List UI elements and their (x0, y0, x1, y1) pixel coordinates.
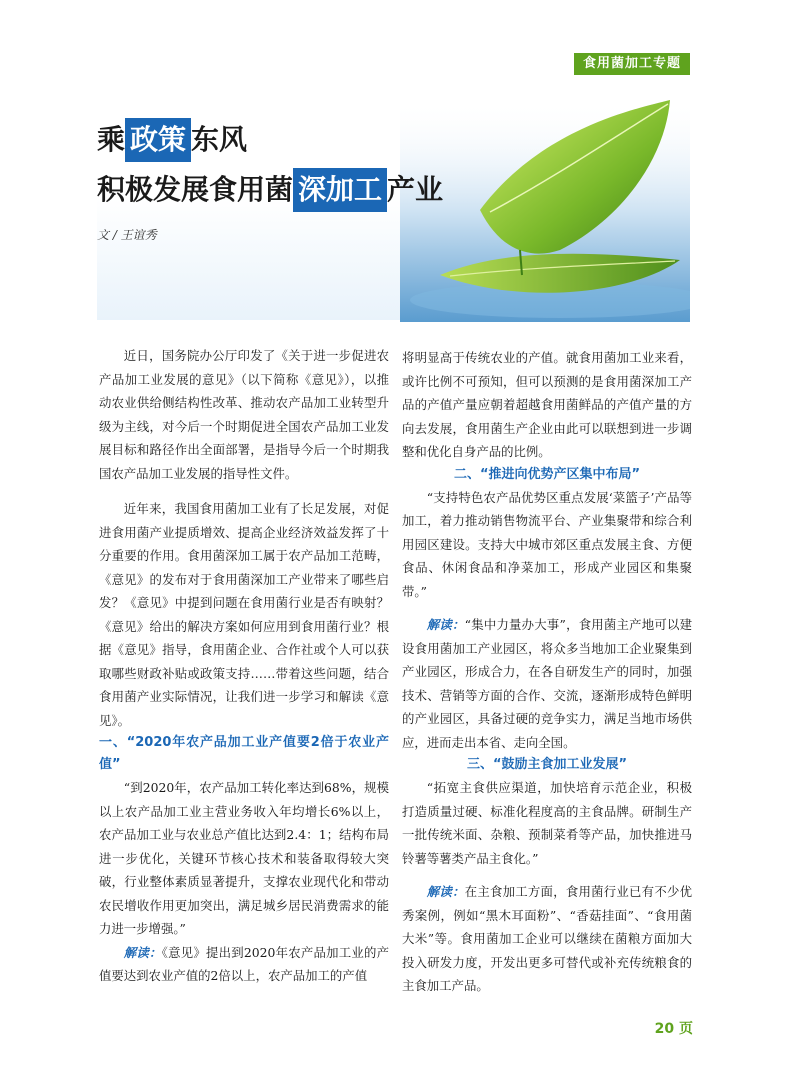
right-column (402, 346, 692, 998)
title-2-post: 产业 (387, 173, 444, 206)
leaf-boat-illustration (400, 100, 690, 322)
article-title-line-2 (97, 168, 443, 212)
interpretation-text: 在主食加工方面，食用菌行业已有不少优秀案例，例如“黑木耳面粉”、“香菇挂面”、“食用菌大米”等。食用菌加工企业可以继续在菌粮方面加大投入研发力度，开发出更多可替代或补充传统粮食的主食加工产品。 (402, 884, 692, 993)
left-column (99, 344, 389, 988)
paragraph: 将明显高于传统农业的产值。就食用菌加工业来看，或许比例不可预知，但可以预测的是食用菌深加工产品的产值产量应朝着超越食用菌鲜品的产值产量的方向去发展，食用菌生产企业由此可以联想到进一步调整和优化自身产品的比例。 (402, 350, 692, 459)
interpretation-label: 解读： (426, 884, 465, 899)
title-1-post: 东风 (191, 123, 248, 156)
title-1-pre: 乘 (97, 123, 126, 156)
interpretation-paragraph (402, 613, 692, 754)
interpretation-paragraph (402, 880, 692, 998)
author-byline: 文 / 王谊秀 (97, 228, 157, 242)
section-heading: 三、“鼓励主食加工业发展” (466, 757, 628, 772)
paragraph: 近日，国务院办公厅印发了《关于进一步促进农产品加工业发展的意见》（以下简称《意见》），以推动农业供给侧结构性改革、推动农产品加工业转型升级为主线，对今后一个时期促进全国农产品加工业发展目标和路径作出全面部署，是指导今后一个时期我国农产品加工业发展的指导性文件。 (99, 348, 389, 481)
page-number: 20 页 (654, 1021, 693, 1037)
title-2-pre: 积极发展食用菌 (97, 173, 294, 206)
interpretation-label: 解读： (426, 617, 465, 632)
title-1-highlight: 政策 (125, 118, 191, 162)
article-title-line-1 (97, 118, 247, 162)
section-tag: 食用菌加工专题 (574, 53, 690, 75)
section-heading: 二、“推进向优势产区集中布局” (453, 466, 641, 482)
paragraph: 近年来，我国食用菌加工业有了长足发展，对促进食用菌产业提质增效、提高企业经济效益发挥了十分重要的作用。食用菌深加工属于农产品加工范畴，《意见》的发布对于食用菌深加工产业带来了哪些启发？《意见》中提到问题在食用菌行业是否有映射？《意见》给出的解决方案如何应用到食用菌行业？根据《意见》指导，食用菌企业、合作社或个人可以获取哪些财政补贴或政策支持……带着这些问题，结合食用菌产业实际情况，让我们进一步学习和解读《意见》。 (99, 501, 389, 728)
interpretation-text: 《意见》提出到2020年农产品加工业的产值要达到农业产值的2倍以上，农产品加工的产值 (99, 944, 389, 983)
section-heading: 一、“2020年农产品加工业产值要2倍于农业产值” (99, 735, 389, 772)
interpretation-paragraph (99, 941, 389, 988)
interpretation-label: 解读： (123, 944, 162, 960)
paragraph: “到2020年，农产品加工转化率达到68%，规模以上农产品加工业主营业务收入年均增长6%以上，农产品加工业与农业总产值比达到2.4：1；结构布局进一步优化，关键环节核心技术和装备取得较大突破，行业整体素质显著提升，支撑农业现代化和带动农民增收作用更加突出，满足城乡居民消费需求的能力进一步增强。” (99, 780, 389, 936)
paragraph: “拓宽主食供应渠道，加快培育示范企业，积极打造质量过硬、标准化程度高的主食品牌。研制生产一批传统米面、杂粮、预制菜肴等产品，加快推进马铃薯等薯类产品主食化。” (402, 780, 692, 866)
paragraph: “支持特色农产品优势区重点发展‘菜篮子’产品等加工，着力推动销售物流平台、产业集聚带和综合利用园区建设。支持大中城市郊区重点发展主食、方便食品、休闲食品和净菜加工，形成产业园区和集聚带。” (402, 489, 692, 599)
title-2-highlight: 深加工 (293, 168, 387, 212)
interpretation-text: “集中力量办大事”，食用菌主产地可以建设食用菌加工产业园区，将众多当地加工企业聚集到产业园区，形成合力，在各自研发生产的同时，加强技术、营销等方面的合作、交流，逐渐形成特色鲜明的产业园区，具备过硬的竞争实力，满足当地市场供应，进而走出本省、走向全国。 (402, 617, 693, 750)
